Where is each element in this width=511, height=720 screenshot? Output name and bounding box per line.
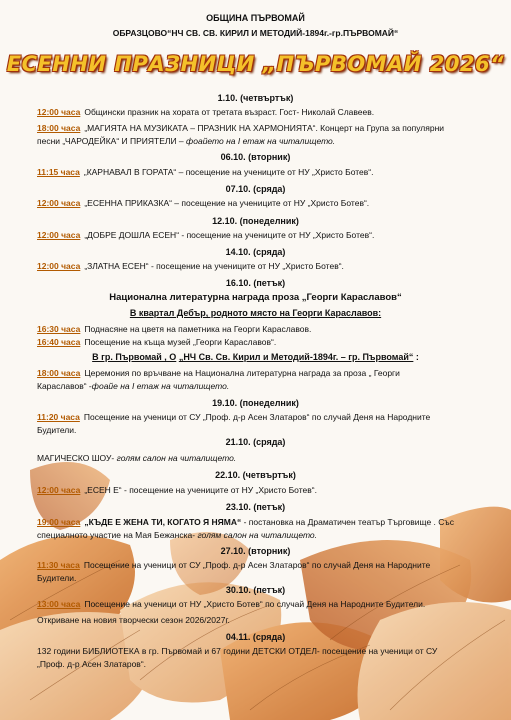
event-line xyxy=(37,614,477,627)
event-text: Откриване на новия творчески сезон 2026/2027г. xyxy=(37,615,230,625)
event-text: „Проф. д-р Асен Златаров“. xyxy=(37,659,147,669)
festival-title: ЕСЕННИ ПРАЗНИЦИ „ПЪРВОМАЙ 2026“ xyxy=(6,52,505,76)
date-heading: 12.10. (понеделник) xyxy=(212,216,299,226)
event-line xyxy=(37,411,477,424)
event-time: 18:00 часа xyxy=(37,368,81,378)
date-heading: 04.11. (сряда) xyxy=(225,632,286,642)
date-heading: 1.10. (четвъртък) xyxy=(217,93,294,103)
event-time: 12:00 часа xyxy=(37,107,81,117)
town-org: „НЧ Св. Св. Кирил и Методий-1894г. – гр. Първомай“ xyxy=(178,352,414,362)
event-time: 16:40 часа xyxy=(37,337,81,347)
event-title: „КЪДЕ Е ЖЕНА ТИ, КОГАТО Я НЯМА“ xyxy=(84,517,242,527)
event-text: Будители. xyxy=(37,425,77,435)
event-line xyxy=(37,424,477,437)
event-text: Посещение на ученици от НУ „Христо Ботев“ по случай Деня на Народните Будители. xyxy=(84,599,426,609)
event-line xyxy=(37,336,477,349)
event-text: - постановка на Драматичен театър Търговище . Със xyxy=(241,517,454,527)
event-line xyxy=(37,598,477,611)
date-heading: 16.10. (петък) xyxy=(225,278,286,288)
event-text: „ЕСЕН Е“ - посещение на учениците от НУ „Христо Ботев“. xyxy=(84,485,317,495)
event-text: „ДОБРЕ ДОШЛА ЕСЕН“ - посещение на учениците от НУ „Христо Ботев“. xyxy=(84,230,375,240)
award-heading: Национална литературна награда проза „Георги Караславов“ xyxy=(109,292,402,303)
event-time: 16:30 часа xyxy=(37,324,81,334)
event-time: 11:30 часа xyxy=(37,560,80,570)
date-heading: 30.10. (петък) xyxy=(225,585,286,595)
event-line xyxy=(37,452,477,465)
event-time: 12:00 часа xyxy=(37,261,81,271)
event-venue: фоайе на I етаж на читалището. xyxy=(91,381,230,391)
event-time: 19:00 часа xyxy=(37,517,81,527)
debar-heading: В квартал Дебър, родното място на Георги Караславов: xyxy=(129,308,382,318)
event-text: „ЕСЕННА ПРИКАЗКА“ – посещение на учениците от НУ „Христо Ботев“. xyxy=(84,198,370,208)
date-heading: 14.10. (сряда) xyxy=(225,247,286,257)
event-text: „МАГИЯТА НА МУЗИКАТА – ПРАЗНИК НА ХАРМОНИЯТА“. Концерт на Група за популярни xyxy=(84,123,445,133)
event-text: специалното участие на Мая Бежанска- xyxy=(37,530,196,540)
date-heading: 21.10. (сряда) xyxy=(225,437,286,447)
date-heading: 06.10. (вторник) xyxy=(220,152,291,162)
event-line xyxy=(37,380,477,393)
event-line xyxy=(37,572,477,585)
event-text: Общински празник на хората от третата възраст. Гост- Николай Славеев. xyxy=(84,107,375,117)
event-line xyxy=(37,367,477,380)
event-text: Будители. xyxy=(37,573,77,583)
event-line xyxy=(37,658,477,671)
event-text: Поднасяне на цветя на паметника на Георги Караславов. xyxy=(84,324,312,334)
event-text: „ЗЛАТНА ЕСЕН“ - посещение на учениците от НУ „Христо Ботев“. xyxy=(84,261,344,271)
event-text: Посещение на къща музей „Георги Караславов“. xyxy=(84,337,277,347)
event-time: 11:15 часа xyxy=(37,167,80,177)
event-text: Посещение на ученици от СУ „Проф. д-р Асен Златаров“ по случай Деня на Народните xyxy=(83,560,431,570)
event-line xyxy=(37,135,477,148)
event-line xyxy=(37,229,477,242)
event-text: Посещение на ученици от СУ „Проф. д-р Асен Златаров“ по случай Деня на Народните xyxy=(83,412,431,422)
municipality-title: ОБЩИНА ПЪРВОМАЙ xyxy=(206,13,305,23)
event-line xyxy=(37,559,477,572)
date-heading: 27.10. (вторник) xyxy=(220,546,291,556)
event-text: Церемония по връчване на Национална литературна награда за проза „ Георги xyxy=(84,368,400,378)
event-text: Караславов“ - xyxy=(37,381,92,391)
event-time: 18:00 часа xyxy=(37,123,81,133)
organization-title: ОБРАЗЦОВО“НЧ СВ. СВ. КИРИЛ И МЕТОДИЙ-1894г.-гр.ПЪРВОМАЙ“ xyxy=(112,28,399,38)
event-line xyxy=(37,122,477,135)
event-text: МАГИЧЕСКО ШОУ- xyxy=(37,453,115,463)
town-heading xyxy=(0,352,511,362)
event-line xyxy=(37,645,477,658)
town-suffix: : xyxy=(413,352,419,362)
event-line xyxy=(37,197,477,210)
event-time: 12:00 часа xyxy=(37,230,81,240)
event-time: 12:00 часа xyxy=(37,198,81,208)
event-venue: голям салон на читалището. xyxy=(197,530,318,540)
date-heading: 22.10. (четвъртък) xyxy=(215,470,296,480)
event-line xyxy=(37,529,477,542)
event-time: 12:00 часа xyxy=(37,485,81,495)
event-line xyxy=(37,260,477,273)
event-time: 13:00 часа xyxy=(37,599,81,609)
event-line xyxy=(37,516,477,529)
event-line xyxy=(37,323,477,336)
event-line xyxy=(37,106,477,119)
event-venue: фоайето на I етаж на читалището. xyxy=(186,136,336,146)
event-venue: голям салон на читалището. xyxy=(116,453,237,463)
event-text: 132 години БИБЛИОТЕКА в гр. Първомай и 67 години ДЕТСКИ ОТДЕЛ- посещение на ученици от СУ xyxy=(37,646,438,656)
date-heading: 07.10. (сряда) xyxy=(225,184,286,194)
event-text: песни „ЧАРОДЕЙКА“ И ПРИЯТЕЛИ – xyxy=(37,136,184,146)
town-prefix: В гр. Първомай , О xyxy=(92,352,177,362)
event-text: „КАРНАВАЛ В ГОРАТА“ – посещение на учениците от НУ „Христо Ботев“. xyxy=(83,167,374,177)
event-time: 11:20 часа xyxy=(37,412,80,422)
event-line xyxy=(37,166,477,179)
date-heading: 23.10. (петък) xyxy=(225,502,286,512)
event-line xyxy=(37,484,477,497)
date-heading: 19.10. (понеделник) xyxy=(212,398,299,408)
